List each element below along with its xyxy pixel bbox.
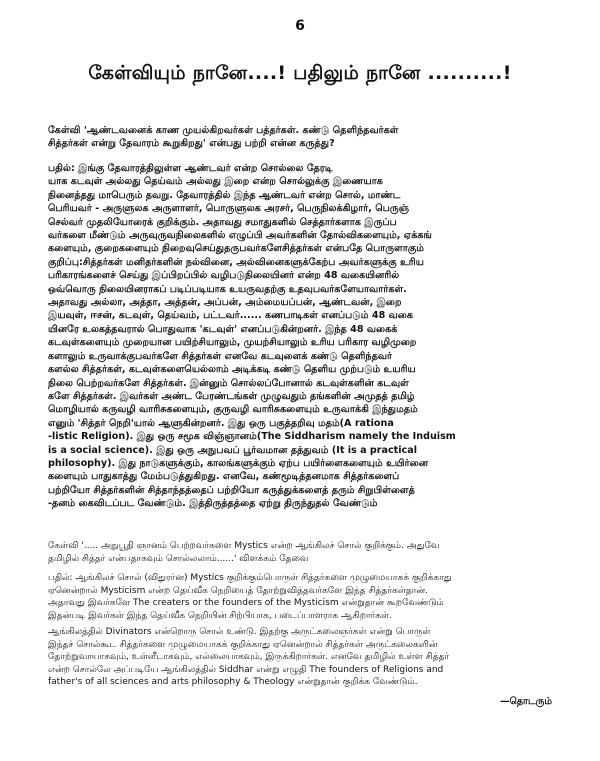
question-one	[48, 124, 556, 151]
answer-three	[48, 626, 556, 689]
text-line: யினரே உலகத்தவரால் பொதுவாக 'கடவுள்' எனப்படுகின்றனர். இந்த 48 வகைக்	[48, 323, 398, 335]
text-line: தமிழில் சித்தர் என்பதாகவும் சொல்லலாம்......' விளக்கம் தேவை	[48, 553, 309, 564]
text-line: களல்ல சித்தர்கள், கடவுள்களையெல்லாம் அடிக்கடி கண்டு தெளிய முற்படும் உயரிய	[48, 364, 416, 376]
text-line: ஏனென்றால் Mysticism என்ற தெய்வீக நெறியைத் தோற்றுவித்தவர்களே இந்த சித்தர்கள்தான்.	[48, 585, 428, 596]
answer-two	[48, 572, 556, 622]
text-line: தோற்றுவாயாகவும், உள்ளீடாகவும், எல்லையாகவும், இருக்கிறார்கள். எனவே தமிழில் உள்ள சித்தர்	[48, 652, 450, 663]
text-line: இந்தச் சொல்கூட சித்தர்களை முழுமையாகக் குறிக்காது ஏனென்றால் சித்தர்கள் அருட்கலைகளின்	[48, 639, 438, 650]
text-line: பற்றியோ சித்தர்களின் சித்தாந்தத்தைப் பற்றியோ கருத்துக்களைத் தரும் சிறுபிள்ளைத்	[48, 484, 415, 496]
text-line: களே சித்தர்கள். இவர்கள் அண்ட பேரண்டங்கள் முழுவதும் தங்களின் அமுதத் தமிழ்	[48, 390, 415, 402]
text-line: பதில்: ஆங்கிலச் சொல் (விதுரர்ன) Mystics குறிக்கும்பொருள் சித்தர்களை முழுமையாகக் குறிக்காது	[48, 573, 452, 583]
text-line: யாக கடவுள் அல்லது தெய்வம் அல்லது இறை என்ற சொல்லுக்கு இணையாக	[48, 176, 383, 188]
text-line: is a social science). இது ஒரு அநுபவப் பூர்வமான தத்துவம் (It is a practical	[48, 444, 417, 456]
text-line: கடவுள்களையும் முறையான பயிற்சியாலும், முயற்சியாலும் உரிய பரிகார வழிமுறை	[48, 337, 417, 349]
text-line: ஆங்கிலத்தில் Divinators என்றொரு சொல் உண்டு. இதற்கு அருட்கலைஞர்கள் என்று பொருள்	[48, 627, 431, 637]
text-line: father's of all sciences and arts philosophy & Theology என்றுதான் குறிக்க வேண்டும்.	[48, 677, 418, 688]
text-line: ஒவ்வொரு நிலையினராகப் படிப்படியாக உயருவதற்கு உதவுபவர்களேயாவார்கள்.	[48, 283, 407, 295]
text-line: -listic Religion). இது ஒரு சமூக விஞ்ஞானம்(The Siddharism namely the Induism	[48, 431, 456, 443]
text-line: இதன்படி இவர்கள் இந்த தெய்வீக நெறியின் சிற்பியாக, படைப்பாளராக ஆகிறார்கள்.	[48, 610, 393, 621]
text-line: செல்வர் முதலியோரைக் குறிக்கும். அதாவது சமாதுகளில் செத்தார்களாக இருப்ப	[48, 216, 397, 228]
text-line: நினைத்தது மாபெரும் தவறு. தேவாரத்தில் இந்த ஆண்டவர் என்ற சொல், மாண்ட	[48, 189, 401, 201]
text-line: இயவுள், ஈசன், கடவுள், தெய்வம், பட்டவர்...... கணபாடிகள் எனப்படும் 48 வகை	[48, 310, 414, 322]
text-line: என்ற சொல்லே அப்படியே ஆங்கிலத்தில் Siddhar என்று எழுதி The founders of Religions and	[48, 664, 444, 675]
text-line: களாலும் உருவாக்குபவர்களே சித்தர்கள் எனவே கடவுளைக் கண்டு தெளிந்தவர்	[48, 350, 393, 362]
text-line: பரிகாரங்களைச் செய்து இப்பிறப்பில் வழிபடுநிலையினர் என்ற 48 வகையினரில்	[48, 270, 400, 282]
text-line: கேள்வி 'ஆண்டவனைக் காண முயல்கிறவர்கள் பத்தர்கள். கண்டு தெளிந்தவர்கள்	[48, 125, 399, 136]
text-line: களையும் பாதுகாத்து மேம்படுத்துகிறது. எனவே, கண்மூடித்தனமாக சித்தர்களைப்	[48, 471, 400, 483]
text-line: சித்தர்கள் என்று தேவாரம் கூறுகிறது' என்பது பற்றி என்ன கருத்து?	[48, 138, 335, 150]
text-line: கேள்வி '..... அநுபூதி ஞானம் பெற்றவர்களை Mystics என்ற ஆங்கிலச் சொல் குறிக்கும். அதுவே	[48, 541, 440, 551]
continued-label: —தொடரும்	[499, 696, 552, 707]
text-line: -தனம் கைவிடப்பட வேண்டும். இத்திருத்தத்தை ஏற்று திருந்துதல் வேண்டும்	[48, 498, 378, 510]
text-line: பெரியவர் - அருளுலக அருளாளர், பொருளுலக அரசர், பெருநிலக்கிழார், பெருஞ்	[48, 203, 410, 215]
text-line: அதாவது இவர்களே The creaters or the founders of the Mysticism என்றுதான் கூறவேண்டும்	[48, 598, 444, 609]
text-line: களையும், குறைகளையும் நிறைவுசெய்துதருபவர்களேசித்தர்கள் என்பதே பொருளாகும்	[48, 243, 425, 255]
page-number: 6	[295, 18, 305, 34]
text-line: மொழியால் கருவழி வாரிசுகளையும், குருவழி வாரிசுகளையும் உருவாக்கி இந்துமதம்	[48, 404, 418, 416]
text-line: பதில்: இங்கு தேவாரத்திலுள்ள ஆண்டவர் என்ற சொல்லை தேரடி	[48, 163, 333, 174]
page-title: கேள்வியும் நானே....! பதிலும் நானே ..........!	[88, 62, 512, 84]
text-line: நிலை பெற்றவர்களே சித்தர்கள். இன்னும் சொல்லப்போனால் கடவுள்களின் கடவுள்	[48, 377, 409, 389]
text-line: குறிப்பு:சித்தர்கள் மனிதர்களின் நல்வினை, அல்வினைகளுக்கேற்ப அவர்களுக்கு உரிய	[48, 256, 424, 268]
question-two	[48, 540, 556, 565]
text-line: எனும் 'சித்தர் நெறி'யால் ஆளுகின்றனர். இது ஒரு பகுத்தறிவு மதம்(A rationa	[48, 417, 394, 429]
text-line: வர்களை மீண்டும் அருவுருவநிலைகளில் எழுப்பி அவர்களின் தோல்விகளையும், ஏக்கங்	[48, 230, 432, 242]
answer-one	[48, 162, 556, 511]
text-line: philosophy). இது நாடுகளுக்கும், காலங்களுக்கும் ஏற்ப பயிர்ளைகளையும் உயிர்னை	[48, 457, 429, 469]
text-line: அதாவது அல்லா, அத்தா, அத்தன், அப்பன், அம்மையப்பன், ஆண்டவன், இறை	[48, 297, 402, 309]
